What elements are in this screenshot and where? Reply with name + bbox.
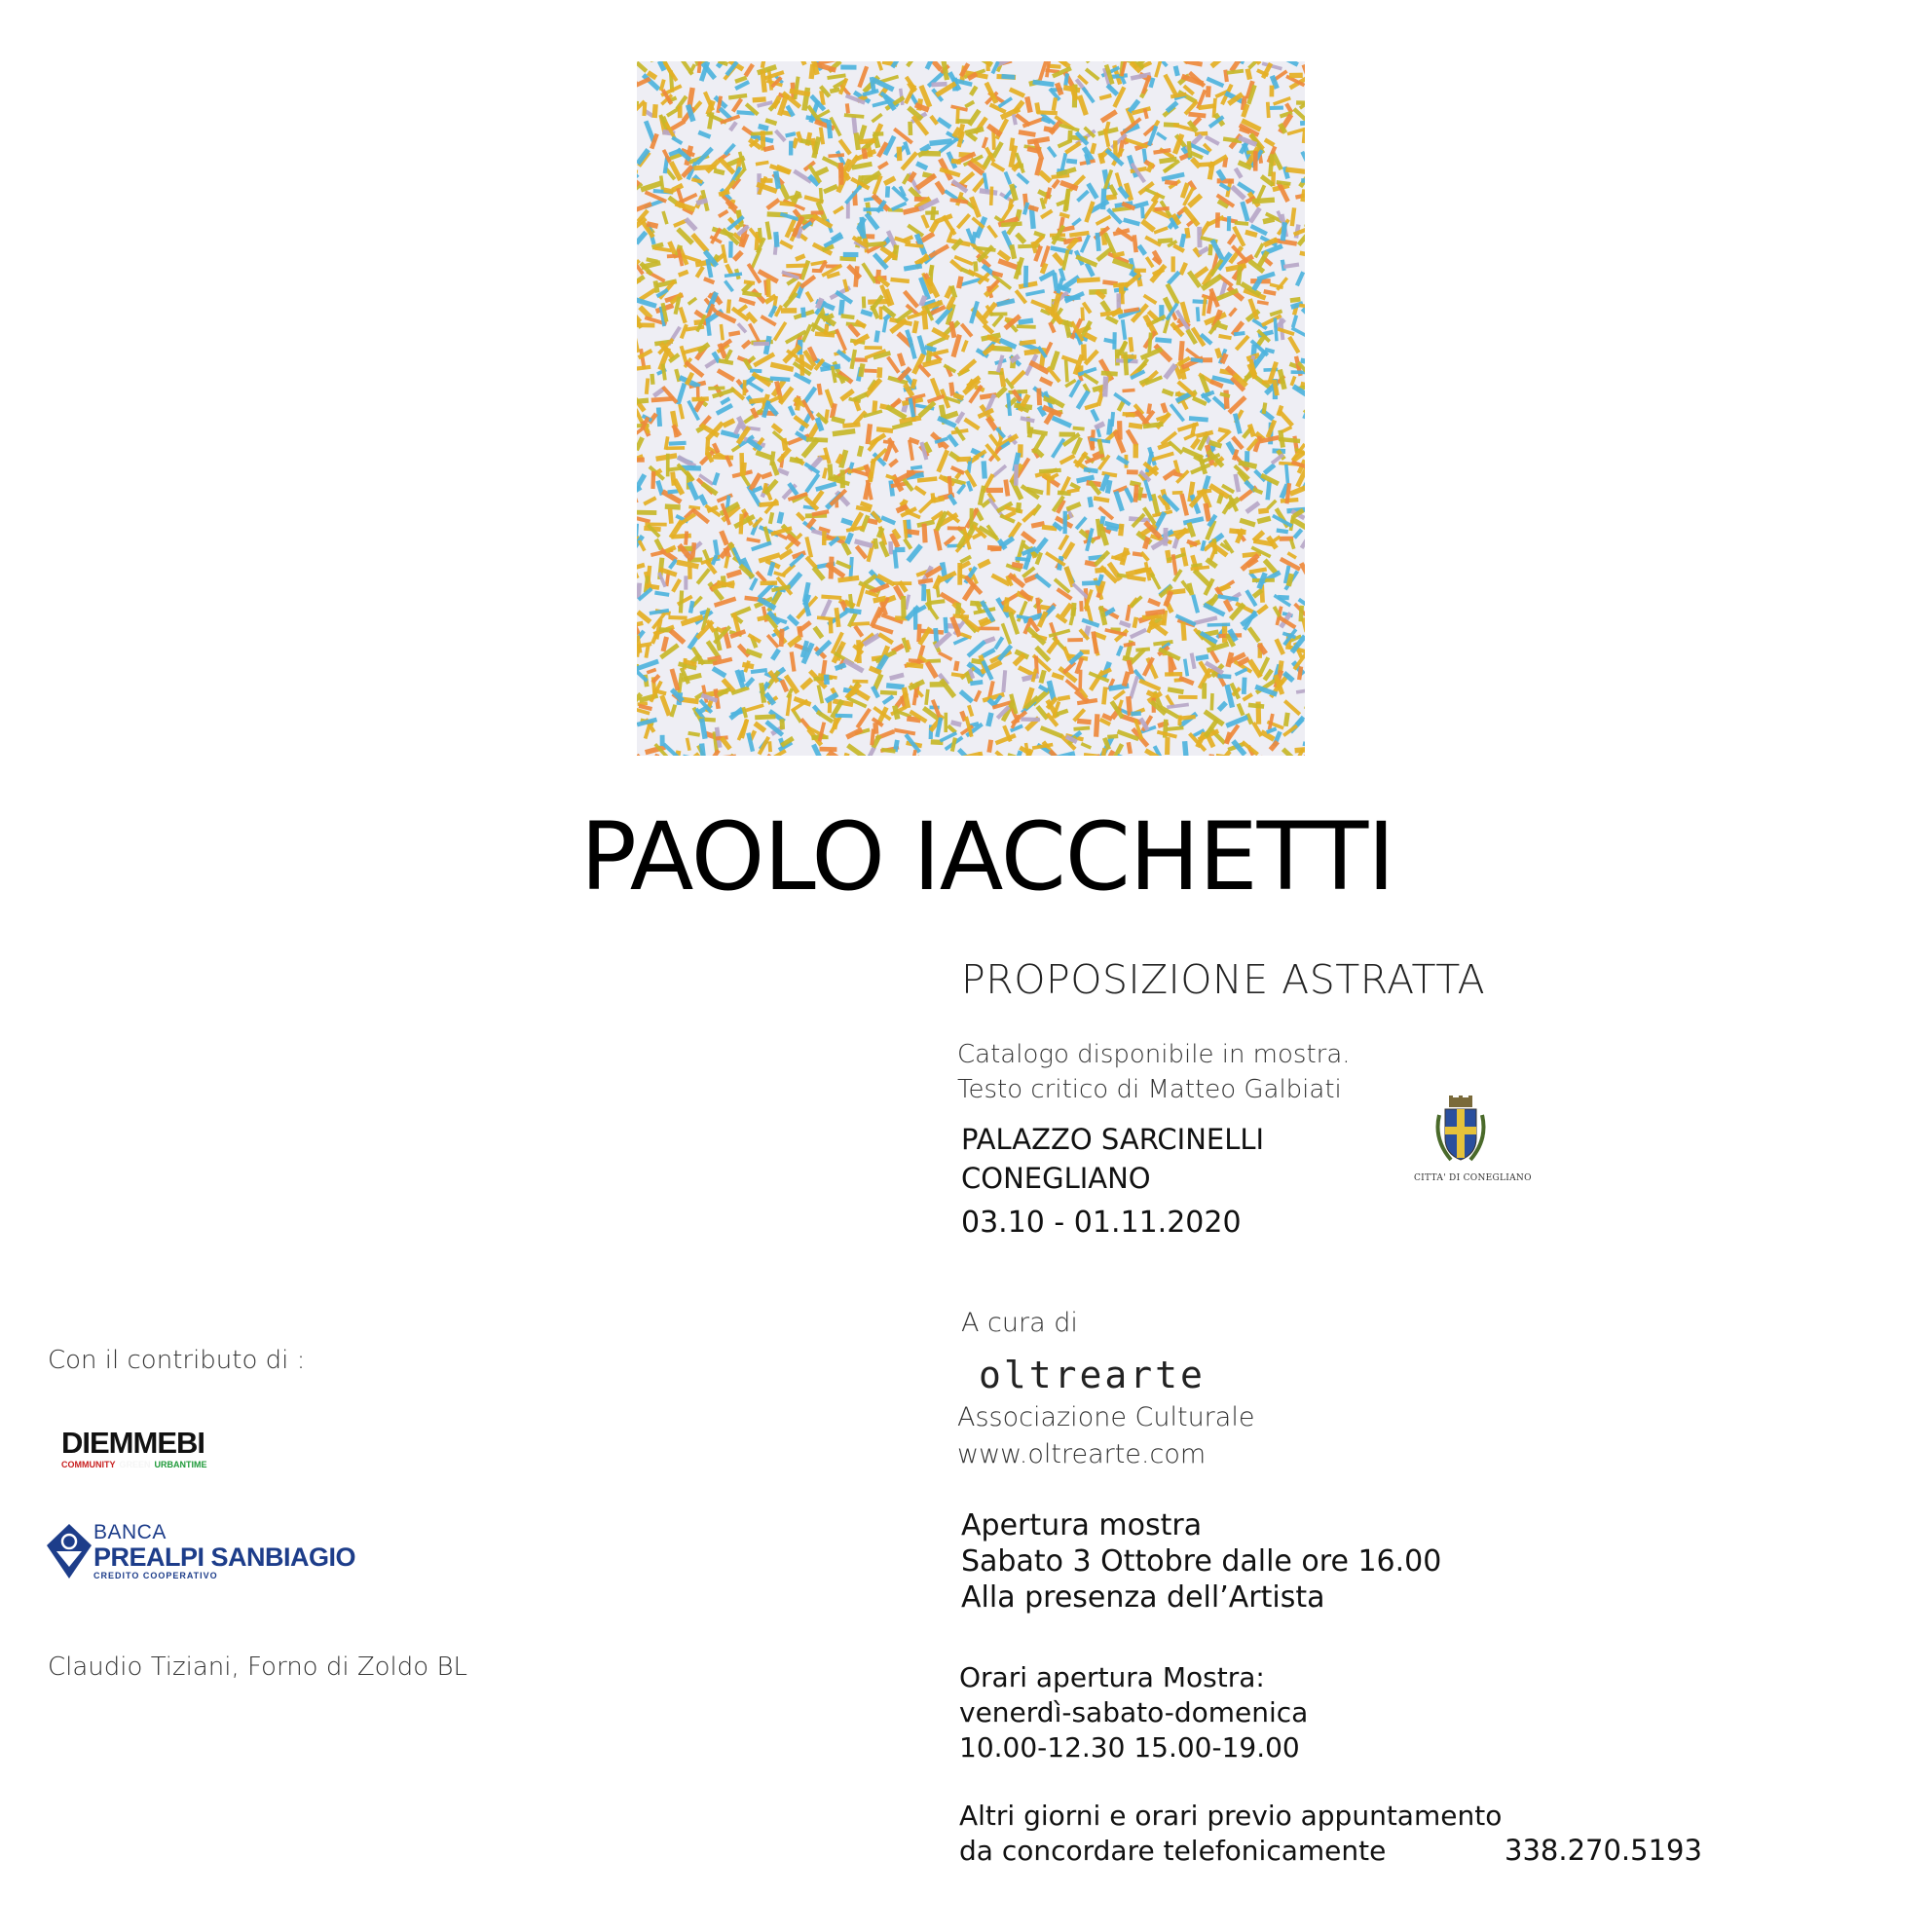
venue-city: CONEGLIANO xyxy=(961,1162,1151,1195)
appointment-info xyxy=(959,1799,1502,1869)
opening-line-1: Apertura mostra xyxy=(961,1508,1203,1542)
banca-text xyxy=(93,1522,355,1581)
exhibition-title: PROPOSIZIONE ASTRATTA xyxy=(961,956,1486,1003)
oltrearte-logo: oltrearte xyxy=(979,1354,1206,1396)
sponsors-label: Con il contributo di : xyxy=(48,1346,306,1375)
diemmebi-wordmark: DIEMMEBI xyxy=(61,1426,204,1460)
appointment-line-1: Altri giorni e orari previo appuntamento xyxy=(959,1800,1503,1832)
exhibition-dates: 03.10 - 01.11.2020 xyxy=(961,1206,1242,1240)
banca-prealpi-logo xyxy=(47,1521,356,1588)
diemmebi-tag-urbantime: URBANTIME xyxy=(154,1460,207,1469)
diemmebi-tag-green: GREEN xyxy=(119,1460,151,1469)
opening-line-3: Alla presenza dell’Artista xyxy=(961,1580,1325,1615)
catalog-line-2: Testo critico di Matteo Galbiati xyxy=(957,1075,1342,1104)
coat-of-arms-icon xyxy=(1431,1096,1490,1168)
city-logo xyxy=(1414,1096,1532,1191)
diamond-logo-icon xyxy=(47,1524,92,1579)
hours-line-3: 10.00-12.30 15.00-19.00 xyxy=(959,1731,1300,1764)
opening-info xyxy=(961,1507,1441,1616)
city-logo-caption: CITTA' DI CONEGLIANO xyxy=(1414,1173,1532,1183)
phone-number[interactable]: 338.270.5193 xyxy=(1505,1834,1702,1867)
association-website[interactable]: www.oltrearte.com xyxy=(957,1439,1207,1469)
diemmebi-tagline xyxy=(61,1460,227,1469)
opening-hours xyxy=(959,1660,1308,1765)
venue xyxy=(961,1120,1264,1198)
association-name: Associazione Culturale xyxy=(957,1402,1255,1432)
catalog-line-1: Catalogo disponibile in mostra. xyxy=(957,1040,1351,1069)
artwork-image xyxy=(637,61,1305,756)
association-info xyxy=(957,1399,1254,1473)
artist-name: PAOLO IACCHETTI xyxy=(580,802,1394,911)
venue-name: PALAZZO SARCINELLI xyxy=(961,1123,1265,1156)
hours-line-2: venerdì-sabato-domenica xyxy=(959,1696,1309,1728)
opening-line-2: Sabato 3 Ottobre dalle ore 16.00 xyxy=(961,1544,1442,1579)
appointment-line-2: da concordare telefonicamente xyxy=(959,1835,1387,1867)
banca-line-2: PREALPI SANBIAGIO xyxy=(93,1542,356,1572)
diemmebi-tag-community: COMMUNITY xyxy=(61,1460,116,1469)
catalog-info xyxy=(957,1037,1351,1107)
hours-line-1: Orari apertura Mostra: xyxy=(959,1661,1265,1693)
diemmebi-logo xyxy=(61,1428,227,1470)
abstract-painting xyxy=(637,61,1305,756)
sponsor-tiziani: Claudio Tiziani, Forno di Zoldo BL xyxy=(48,1653,467,1682)
curated-by-label: A cura di xyxy=(961,1308,1078,1338)
banca-line-1: BANCA xyxy=(93,1521,167,1543)
banca-line-3: CREDITO COOPERATIVO xyxy=(93,1571,218,1580)
